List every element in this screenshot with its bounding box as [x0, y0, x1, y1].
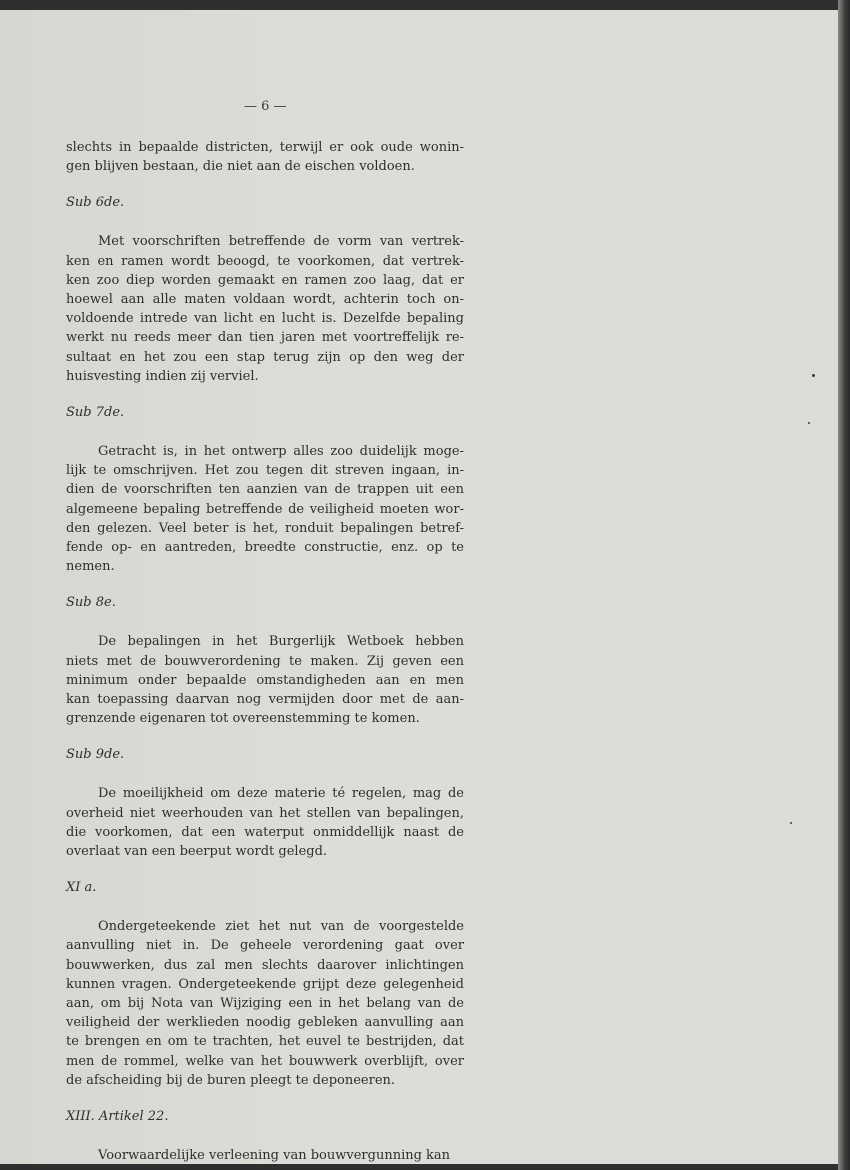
text-line: aan, om bij Nota van Wijziging een in het belang van de [66, 996, 464, 1011]
text-line: te brengen en om te trachten, het euvel te bestrijden, dat [66, 1034, 464, 1050]
text-line: voldoende intrede van licht en lucht is. Dezelfde bepaling [66, 311, 464, 327]
text-line: algemeene bepaling betreffende de veiligheid moeten wor- [66, 501, 464, 517]
section-heading: Sub 9de. [66, 747, 125, 763]
page-number: — 6 — [244, 99, 287, 114]
text-line: kunnen vragen. Ondergeteekende grijpt deze gelegenheid [66, 976, 464, 992]
text-line: minimum onder bepaalde omstandigheden aan en men [66, 672, 464, 688]
scan-speck [790, 822, 792, 824]
text-line: slechts in bepaalde districten, terwijl er ook oude wonin- [66, 140, 464, 155]
text-line: overlaat van een beerput wordt gelegd. [66, 844, 328, 859]
text-line: den gelezen. Veel beter is het, ronduit bepalingen betref- [66, 520, 464, 536]
text-line: huisvesting indien zij verviel. [66, 368, 259, 384]
section-heading: Sub 8e. [66, 595, 116, 611]
text-line: die voorkomen, dat een waterput onmiddellijk naast de [66, 824, 464, 840]
document-page [0, 10, 838, 1164]
text-line: aanvulling niet in. De geheele verordening gaat over [66, 938, 464, 954]
text-line: De moeilijkheid om deze materie té regelen, mag de [98, 786, 464, 802]
text-line: de afscheiding bij de buren pleegt te deponeeren. [66, 1072, 396, 1088]
text-line: men de rommel, welke van het bouwwerk overblijft, over [66, 1053, 464, 1069]
text-line: nemen. [66, 559, 115, 575]
text-line: sultaat en het zou een stap terug zijn op den weg der [66, 349, 464, 365]
text-line: dien de voorschriften ten aanzien van de trappen uit een [66, 482, 464, 498]
section-heading: Sub 7de. [66, 404, 125, 420]
scan-speck [808, 422, 810, 424]
text-line: kan toepassing daarvan nog vermijden door met de aan- [66, 692, 464, 707]
text-line: Ondergeteekende ziet het nut van de voorgestelde [98, 919, 464, 935]
text-line: overheid niet weerhouden van het stellen van bepalingen, [66, 805, 464, 821]
text-line: hoewel aan alle maten voldaan wordt, achterin toch on- [66, 292, 464, 307]
scan-speck [812, 374, 815, 377]
page-edge-shadow [838, 0, 850, 1170]
text-line: Getracht is, in het ontwerp alles zoo duidelijk moge- [98, 444, 464, 459]
text-line: lijk te omschrijven. Het zou tegen dit streven ingaan, in- [66, 463, 464, 479]
text-line: grenzende eigenaren tot overeenstemming te komen. [66, 711, 420, 727]
text-line: Met voorschriften betreffende de vorm van vertrek- [98, 234, 464, 250]
text-line: Voorwaardelijke verleening van bouwvergunning kan [98, 1148, 451, 1163]
section-heading: XI a. [66, 880, 97, 895]
text-line: gen blijven bestaan, die niet aan de eischen voldoen. [66, 159, 415, 175]
text-line: fende op- en aantreden, breedte constructie, enz. op te [66, 540, 464, 555]
text-line: ken en ramen wordt beoogd, te voorkomen, dat vertrek- [66, 253, 464, 269]
text-line: De bepalingen in het Burgerlijk Wetboek hebben [98, 634, 464, 650]
text-line: ken zoo diep worden gemaakt en ramen zoo laag, dat er [66, 272, 464, 288]
section-heading: Sub 6de. [66, 195, 125, 211]
text-line: bouwwerken, dus zal men slechts daarover inlichtingen [66, 957, 464, 973]
text-line: veiligheid der werklieden noodig gebleken aanvulling aan [66, 1015, 464, 1031]
text-line: niets met de bouwverordening te maken. Zij geven een [66, 653, 464, 669]
section-heading: XIII. Artikel 22. [66, 1108, 169, 1124]
text-line: werkt nu reeds meer dan tien jaren met voortreffelijk re- [66, 330, 464, 346]
